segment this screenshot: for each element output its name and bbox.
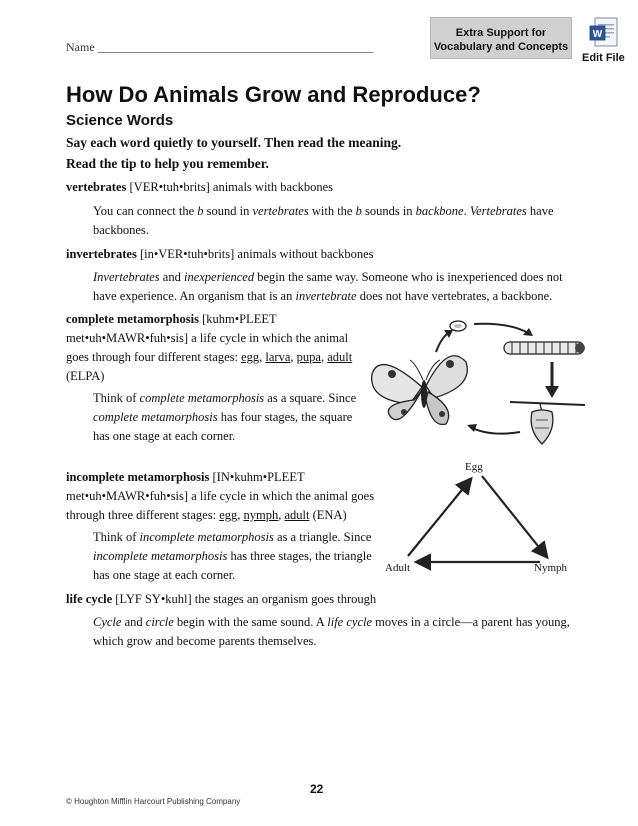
term-word: complete metamorphosis: [66, 312, 199, 326]
term-word: life cycle: [66, 592, 113, 606]
arrow-egg-nymph: [482, 476, 546, 556]
extra-support-box: [430, 17, 572, 59]
complete-def-line-2: met•uh•MAWR•fuh•sis] a life cycle in which the animal: [66, 331, 349, 345]
triangle-label-adult: Adult: [385, 562, 411, 574]
complete-def-line-3: goes through four different stages: egg, larva, pupa, adult: [66, 350, 353, 364]
incomplete-def-line-2: met•uh•MAWR•fuh•sis] a life cycle in which the animal goes: [66, 489, 375, 503]
tip-vertebrates-line-2: backbones.: [93, 223, 149, 237]
term-complete-metamorphosis: complete metamorphosis [kuhm•PLEET: [66, 312, 277, 326]
term-definition: [VER•tuh•brits] animals with backbones: [126, 180, 334, 194]
name-field: [66, 40, 374, 55]
tip-complete-line-1: Think of complete metamorphosis as a square. Since: [93, 391, 357, 405]
section-heading: Science Words: [66, 112, 174, 129]
tip-incomplete-line-2: incomplete metamorphosis has three stages, the triangle: [93, 549, 372, 563]
document-icon[interactable]: [589, 16, 621, 50]
support-line-1: Extra Support for: [455, 27, 547, 39]
butterfly-illustration: [372, 356, 468, 425]
arrow-pupa-adult: [470, 427, 520, 434]
tip-invertebrates-line-2: have experience. An organism that is an invertebrate does not have vertebrates, a backbone.: [93, 289, 553, 303]
term-word: vertebrates: [66, 180, 127, 194]
term-invertebrates: [66, 245, 374, 264]
edit-file-link[interactable]: Edit File: [582, 52, 625, 64]
page-title: How Do Animals Grow and Reproduce?: [66, 82, 481, 107]
tip-complete-line-3: has one stage at each corner.: [93, 429, 236, 443]
complete-def-line-4: (ELPA): [66, 369, 105, 383]
instruction-line-2: Read the tip to help you remember.: [66, 156, 269, 171]
tip-life-cycle-line-2: which grow and become parents themselves.: [93, 634, 317, 648]
arrow-egg-larva: [474, 324, 530, 334]
triangle-label-egg: Egg: [465, 461, 483, 473]
term-incomplete-metamorphosis: incomplete metamorphosis [IN•kuhm•PLEET: [66, 470, 305, 484]
triangle-label-nymph: Nymph: [534, 562, 567, 574]
name-label: Name: [66, 40, 95, 54]
tip-incomplete-line-1: Think of incomplete metamorphosis as a triangle. Since: [93, 530, 372, 544]
arrow-adult-egg: [408, 480, 470, 556]
term-vertebrates: [66, 178, 333, 197]
tip-vertebrates-line-1: You can connect the b sound in vertebrates with the b sounds in backbone. Vertebrates have: [93, 204, 554, 218]
chrysalis-illustration: [510, 402, 585, 444]
term-life-cycle: life cycle [LYF SY•kuhl] the stages an organism goes through: [66, 592, 377, 606]
term-word: incomplete metamorphosis: [66, 470, 210, 484]
incomplete-def-line-3: through three different stages: egg, nymph, adult (ENA): [66, 508, 347, 522]
term-word: invertebrates: [66, 247, 137, 261]
svg-text:W: W: [592, 29, 603, 40]
complete-metamorphosis-illustration: [370, 312, 592, 447]
term-definition: [in•VER•tuh•brits] animals without backbones: [136, 247, 374, 261]
tip-life-cycle-line-1: Cycle and circle begin with the same sound. A life cycle moves in a circle—a parent has young,: [93, 615, 570, 629]
tip-incomplete-line-3: has one stage at each corner.: [93, 568, 236, 582]
name-blank-line: ______________________________________________: [97, 40, 374, 54]
caterpillar-illustration: [504, 342, 585, 354]
copyright-notice: © Houghton Mifflin Harcourt Publishing Company: [66, 797, 241, 806]
tip-invertebrates-line-1: Invertebrates and inexperienced begin the same way. Someone who is inexperienced does not: [93, 270, 563, 284]
tip-complete-line-2: complete metamorphosis has four stages, the square: [93, 410, 353, 424]
support-line-2: Vocabulary and Concepts: [433, 41, 569, 53]
instruction-line-1: Say each word quietly to yourself. Then read the meaning.: [66, 135, 402, 150]
page-number: 22: [310, 782, 324, 796]
